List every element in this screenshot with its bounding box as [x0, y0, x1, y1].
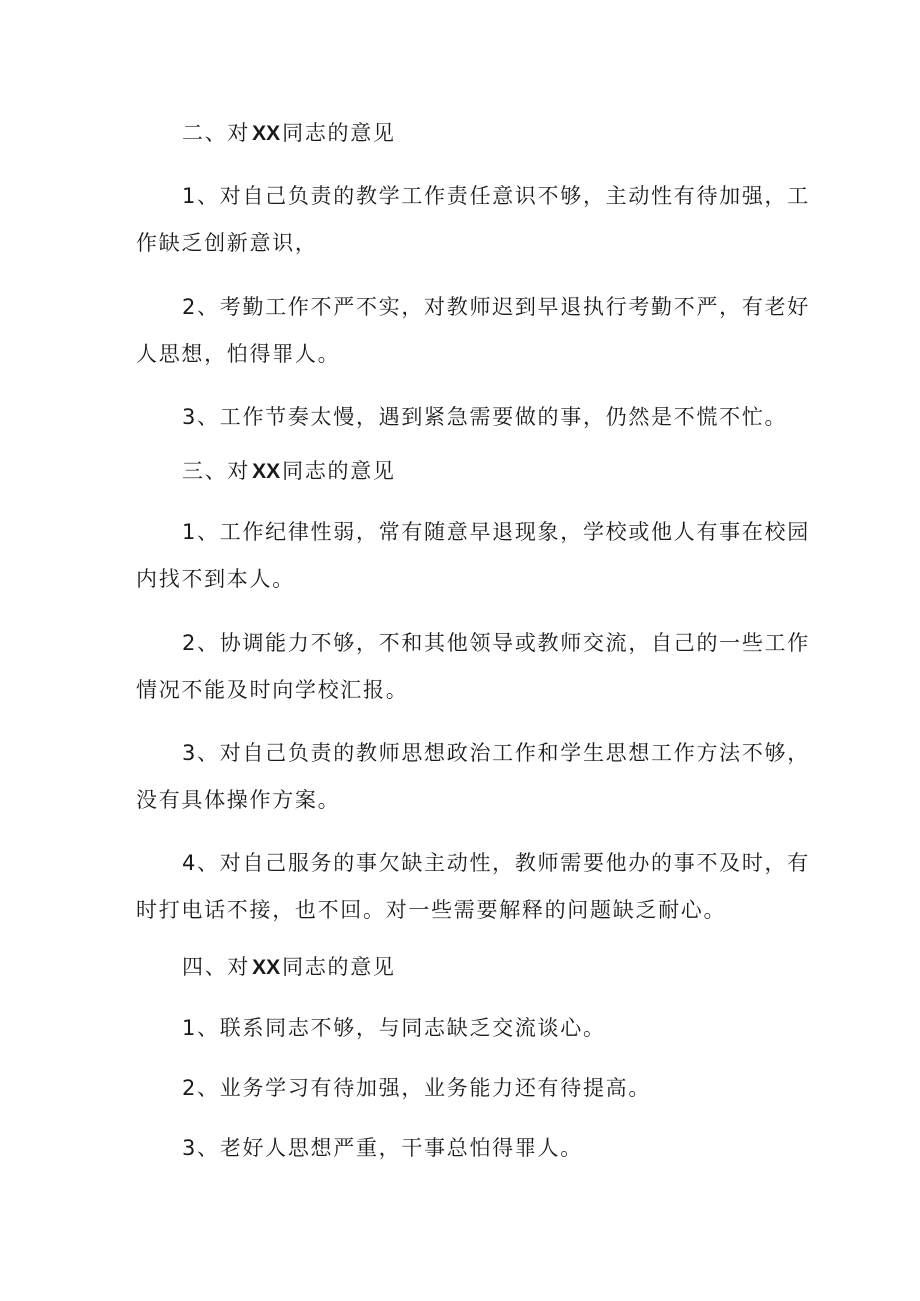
paragraph-line: 3、老好人思想严重，干事总怕得罪人。: [182, 1136, 583, 1160]
heading-name: XX: [252, 122, 281, 145]
heading-suffix: 同志的意见: [282, 121, 396, 145]
heading-name: XX: [252, 956, 281, 979]
paragraph-line: 情况不能及时向学校汇报。: [136, 678, 409, 702]
section-heading: [182, 953, 396, 982]
heading-suffix: 同志的意见: [282, 459, 396, 483]
heading-prefix: 二、对: [182, 121, 251, 145]
section-heading: [182, 457, 396, 486]
heading-prefix: 三、对: [182, 459, 251, 483]
paragraph-line: 3、对自己负责的教师思想政治工作和学生思想工作方法不够，: [182, 741, 810, 765]
paragraph-line: 1、工作纪律性弱，常有随意早退现象，学校或他人有事在校园: [182, 520, 810, 544]
paragraph-line: 3、工作节奏太慢，遇到紧急需要做的事，仍然是不慌不忙。: [182, 405, 788, 429]
heading-suffix: 同志的意见: [282, 955, 396, 979]
heading-prefix: 四、对: [182, 955, 251, 979]
heading-name: XX: [252, 460, 281, 483]
paragraph-line: 1、联系同志不够，与同志缺乏交流谈心。: [182, 1016, 606, 1040]
paragraph-line: 2、协调能力不够，不和其他领导或教师交流，自己的一些工作: [182, 631, 810, 655]
paragraph-line: 1、对自己负责的教学工作责任意识不够，主动性有待加强，工: [182, 184, 810, 208]
paragraph-line: 人思想，怕得罪人。: [136, 342, 341, 366]
paragraph-line: 作缺乏创新意识，: [136, 231, 318, 255]
paragraph-line: 2、业务学习有待加强，业务能力还有待提高。: [182, 1076, 652, 1100]
paragraph-line: 时打电话不接，也不回。对一些需要解释的问题缺乏耐心。: [136, 898, 727, 922]
paragraph-line: 2、考勤工作不严不实，对教师迟到早退执行考勤不严，有老好: [182, 295, 810, 319]
paragraph-line: 4、对自己服务的事欠缺主动性，教师需要他办的事不及时，有: [182, 851, 810, 875]
paragraph-line: 没有具体操作方案。: [136, 788, 341, 812]
paragraph-line: 内找不到本人。: [136, 567, 295, 591]
section-heading: [182, 119, 396, 148]
